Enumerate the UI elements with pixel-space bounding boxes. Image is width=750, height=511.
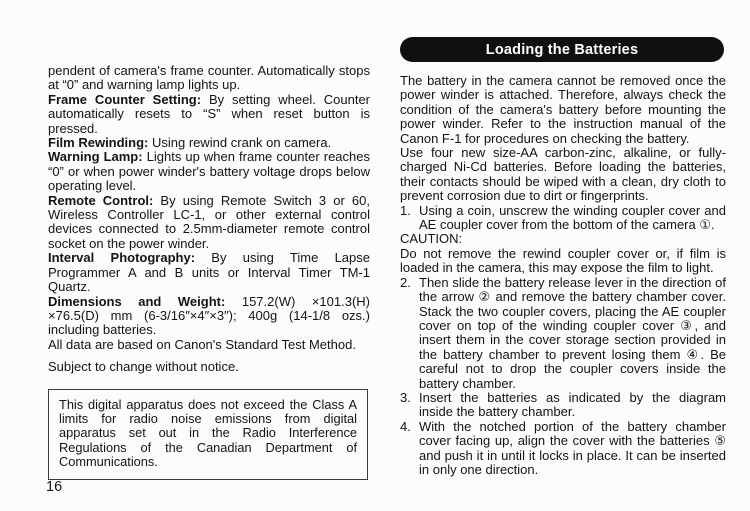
paragraph-text: By using Time Lapse Programmer A and B units or Interval Timer TM-1 Quartz. [48, 250, 370, 295]
paragraph-interval-photography [48, 251, 370, 294]
step-item-1 [400, 204, 726, 233]
paragraph-text: Lights up when frame counter reaches “0” or when power winder's battery voltage drops below operating level. [48, 149, 370, 194]
step-item-3 [400, 391, 726, 420]
paragraph-test-method [48, 338, 370, 352]
paragraph-continued [48, 64, 370, 93]
paragraph-warning-lamp [48, 150, 370, 193]
step-text: Using a coin, unscrew the winding coupler cover and AE coupler cover from the bottom of the camera ①. [419, 202, 726, 233]
regulatory-notice-text: This digital apparatus does not exceed the Class A limits for radio noise emissions from digital apparatus set out in the Radio Interference Regulations of the Canadian Department of Communications. [59, 396, 357, 470]
paragraph-frame-counter-setting [48, 93, 370, 136]
step-number: 2. [400, 274, 411, 290]
paragraph-text: By setting wheel. Counter automatically resets to “S” when reset button is pressed. [48, 91, 370, 136]
step-text: Then slide the battery release lever in the direction of the arrow ② and remove the battery chamber cover. Stack the two coupler covers, placing the AE coupler cover on top of the winding coupler cover ③, and insert them in the cover storage section provided in the battery chamber to prevent losing them ④. Be careful not to drop the coupler covers inside the battery chamber. [419, 274, 726, 391]
paragraph-lead: Warning Lamp: [48, 149, 143, 165]
paragraph-lead: Remote Control: [48, 192, 154, 208]
paragraph-text: 157.2(W) ×101.3(H) ×76.5(D) mm (6-3/16″×4″×3″); 400g (14-1/8 ozs.) including batteries. [48, 293, 371, 338]
step-text: With the notched portion of the battery chamber cover facing up, align the cover with the batteries ⑤ and push it in until it locks in place. It can be inserted in only one direction. [419, 418, 726, 477]
section-header-pill [400, 37, 724, 62]
step-number: 3. [400, 389, 411, 405]
page-number: 16 [46, 479, 63, 495]
step-number: 1. [400, 202, 411, 218]
caution-text: Do not remove the rewind coupler cover or, if film is loaded in the camera, this may expose the film to light. [400, 245, 726, 276]
paragraph-lead: Film Rewinding: [48, 135, 149, 151]
paragraph-text: pendent of camera's frame counter. Automatically stops at “0” and warning lamp lights up. [48, 63, 370, 93]
subject-to-change-note: Subject to change without notice. [48, 359, 239, 375]
left-column [48, 64, 370, 480]
intro-paragraph: Use four new size-AA carbon-zinc, alkaline, or fully-charged Ni-Cd batteries. Before loading the batteries, their contacts should be wiped with a clean, dry cloth to prevent corrosion due to dirt or fingerprints. [400, 145, 726, 204]
paragraph-remote-control [48, 194, 370, 252]
regulatory-notice-box [48, 389, 368, 480]
paragraph-lead: Frame Counter Setting: [48, 91, 202, 107]
right-column [400, 37, 726, 477]
paragraph-film-rewinding [48, 136, 370, 150]
paragraph-text: Using rewind crank on camera. [148, 135, 332, 151]
section-title: Loading the Batteries [485, 41, 639, 58]
intro-paragraph: The battery in the camera cannot be removed once the power winder is attached. Therefore, always check the condition of the camera's battery before mounting the power winder. Refer to the instruction manual of the Canon F-1 for procedures on checking the battery. [400, 73, 726, 146]
caution-label: CAUTION: [400, 231, 463, 247]
step-item-2 [400, 276, 726, 391]
step-text: Insert the batteries as indicated by the diagram inside the battery chamber. [419, 389, 726, 420]
paragraph-dimensions-weight [48, 295, 370, 338]
paragraph-text: All data are based on Canon's Standard Test Method. [48, 336, 356, 352]
paragraph-lead: Interval Photography: [48, 250, 196, 266]
step-item-4 [400, 420, 726, 478]
paragraph-text: By using Remote Switch 3 or 60, Wireless Controller LC-1, or other external control devices connected to 2.5mm-diameter remote control socket on the power winder. [48, 192, 370, 251]
paragraph-lead: Dimensions and Weight: [48, 293, 226, 309]
step-number: 4. [400, 418, 411, 434]
